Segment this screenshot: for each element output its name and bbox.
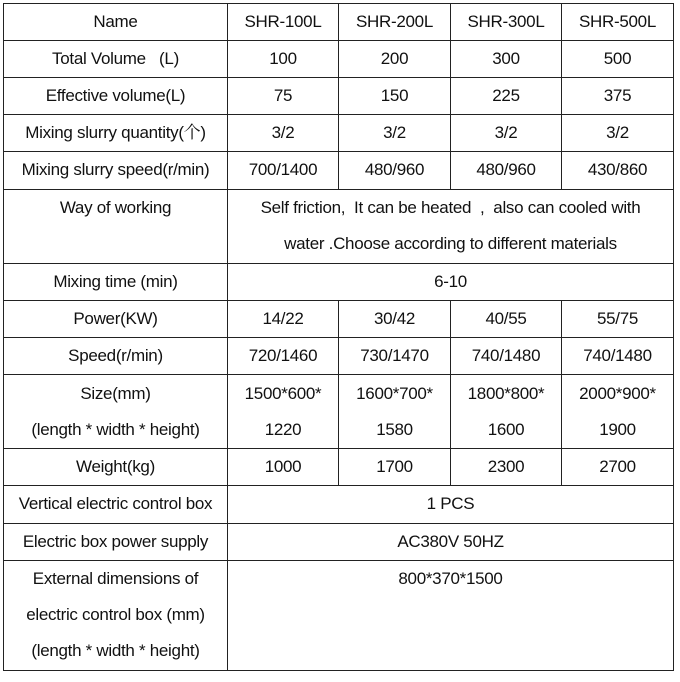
row-label: Mixing time (min) (4, 263, 228, 300)
row-label-line: electric control box (mm) (26, 605, 205, 625)
value-cell: 720/1460 (228, 337, 339, 374)
slurry-speed-row (4, 152, 674, 189)
row-label (4, 375, 228, 449)
row-label: Weight(kg) (4, 449, 228, 486)
value-cell: 1700 (339, 449, 451, 486)
mixing-time-row (4, 263, 674, 300)
merged-value-cell: 1 PCS (228, 486, 674, 523)
row-label-line: (length * width * height) (31, 419, 200, 439)
value-line: Self friction, It can be heated , also can cooled with (260, 198, 641, 218)
value-line: 1900 (599, 419, 636, 439)
value-line: water .Choose according to different materials (284, 234, 617, 254)
value-cell: 3/2 (451, 115, 562, 152)
value-cell (562, 375, 674, 449)
row-label: Effective volume(L) (4, 78, 228, 115)
value-cell: 500 (562, 41, 674, 78)
value-cell: 2700 (562, 449, 674, 486)
merged-value-cell (228, 189, 674, 263)
total-volume-row (4, 41, 674, 78)
row-label: Total Volume (L) (4, 41, 228, 78)
control-box-row (4, 486, 674, 523)
value-cell: 1000 (228, 449, 339, 486)
value-cell: 430/860 (562, 152, 674, 189)
model-cell: SHR-500L (562, 4, 674, 41)
value-cell: 700/1400 (228, 152, 339, 189)
row-label-line: External dimensions of (32, 569, 199, 589)
row-label-text: Way of working (59, 197, 172, 217)
merged-value-cell: 6-10 (228, 263, 674, 300)
row-label: Vertical electric control box (4, 486, 228, 523)
value-cell: 480/960 (451, 152, 562, 189)
value-cell (339, 375, 451, 449)
value-cell: 480/960 (339, 152, 451, 189)
way-of-working-row (4, 189, 674, 263)
model-cell: SHR-200L (339, 4, 451, 41)
value-cell: 40/55 (451, 300, 562, 337)
box-dimensions-row (4, 560, 674, 670)
model-cell: SHR-300L (451, 4, 562, 41)
value-line: 800*370*1500 (398, 568, 503, 588)
value-cell: 730/1470 (339, 337, 451, 374)
row-label: Mixing slurry quantity(个) (4, 115, 228, 152)
model-cell: SHR-100L (228, 4, 339, 41)
value-cell: 2300 (451, 449, 562, 486)
value-line: 1800*800* (467, 383, 545, 403)
value-cell (228, 375, 339, 449)
value-cell: 14/22 (228, 300, 339, 337)
value-line: 1600 (487, 419, 525, 439)
row-label-line: Size(mm) (80, 383, 151, 403)
value-cell: 200 (339, 41, 451, 78)
merged-value-cell: AC380V 50HZ (228, 523, 674, 560)
value-cell: 3/2 (339, 115, 451, 152)
value-cell: 740/1480 (451, 337, 562, 374)
header-name-cell: Name (4, 4, 228, 41)
row-label: Electric box power supply (4, 523, 228, 560)
row-label: Speed(r/min) (4, 337, 228, 374)
value-cell: 375 (562, 78, 674, 115)
value-cell: 300 (451, 41, 562, 78)
spec-table (3, 3, 674, 671)
power-row (4, 300, 674, 337)
value-cell: 3/2 (562, 115, 674, 152)
row-label (4, 189, 228, 263)
slurry-quantity-row (4, 115, 674, 152)
value-line: 1500*600* (244, 383, 322, 403)
value-cell: 75 (228, 78, 339, 115)
size-row (4, 375, 674, 449)
value-line: 1600*700* (356, 383, 433, 403)
weight-row (4, 449, 674, 486)
value-cell: 55/75 (562, 300, 674, 337)
row-label-line: (length * width * height) (31, 641, 200, 661)
row-label: Mixing slurry speed(r/min) (4, 152, 228, 189)
value-line: 1220 (264, 419, 302, 439)
value-cell: 740/1480 (562, 337, 674, 374)
value-line: 2000*900* (579, 383, 656, 403)
row-label (4, 560, 228, 670)
value-cell: 225 (451, 78, 562, 115)
effective-volume-row (4, 78, 674, 115)
value-cell: 150 (339, 78, 451, 115)
value-cell: 100 (228, 41, 339, 78)
value-cell (451, 375, 562, 449)
speed-row (4, 337, 674, 374)
header-row (4, 4, 674, 41)
power-supply-row (4, 523, 674, 560)
value-line: 1580 (376, 419, 413, 439)
value-cell: 3/2 (228, 115, 339, 152)
merged-value-cell (228, 560, 674, 670)
row-label: Power(KW) (4, 300, 228, 337)
value-cell: 30/42 (339, 300, 451, 337)
